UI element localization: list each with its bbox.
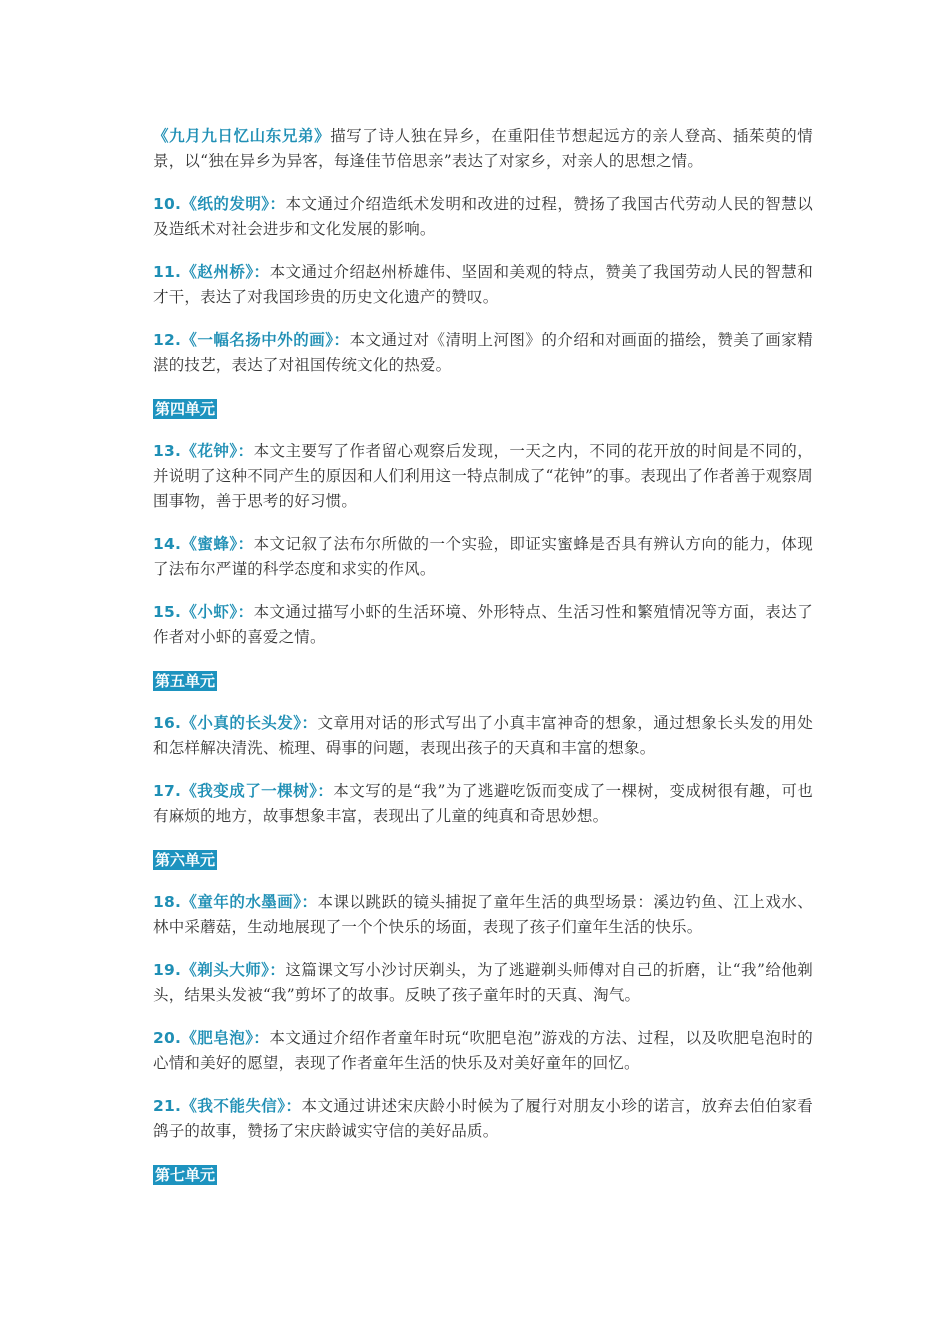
entry-title: 17.《我变成了一棵树》：: [153, 782, 334, 800]
entry-text: 本文主要写了作者留心观察后发现，一天之内，不同的花开放的时间是不同的，并说明了这种不同产生的原因和人们利用这一特点制成了“花钟”的事。表现出了作者善于观察周围事物，善于思考的好习惯。: [153, 442, 813, 510]
unit-heading: [153, 668, 813, 693]
unit-heading: [153, 1162, 813, 1187]
entry-12: [153, 890, 813, 940]
entry-15: [153, 1094, 813, 1144]
entry-title: 20.《肥皂泡》：: [153, 1029, 270, 1047]
entry-title: 14.《蜜蜂》：: [153, 535, 254, 553]
entry-title: 12.《一幅名扬中外的画》：: [153, 331, 350, 349]
entry-title: 16.《小真的长头发》：: [153, 714, 318, 732]
entry-9: [153, 711, 813, 761]
entry-text: 本文通过讲述宋庆龄小时候为了履行对朋友小珍的诺言，放弃去伯伯家看鸽子的故事，赞扬了宋庆龄诚实守信的美好品质。: [153, 1097, 813, 1140]
entry-13: [153, 958, 813, 1008]
entry-0: [153, 124, 813, 174]
entry-title: 15.《小虾》：: [153, 603, 254, 621]
entry-14: [153, 1026, 813, 1076]
entry-3: [153, 328, 813, 378]
entry-text: 本文记叙了法布尔所做的一个实验，即证实蜜蜂是否具有辨认方向的能力，体现了法布尔严谨的科学态度和求实的作风。: [153, 535, 813, 578]
entry-text: 文章用对话的形式写出了小真丰富神奇的想象，通过想象长头发的用处和怎样解决清洗、梳理、碍事的问题，表现出孩子的天真和丰富的想象。: [153, 714, 813, 757]
entry-1: [153, 192, 813, 242]
entry-text: 本文通过介绍造纸术发明和改进的过程，赞扬了我国古代劳动人民的智慧以及造纸术对社会进步和文化发展的影响。: [153, 195, 813, 238]
entry-text: 本文通过对《清明上河图》的介绍和对画面的描绘，赞美了画家精湛的技艺，表达了对祖国传统文化的热爱。: [153, 331, 813, 374]
entry-7: [153, 600, 813, 650]
entry-10: [153, 779, 813, 829]
unit-heading-label: 第七单元: [155, 1166, 216, 1184]
entry-title: 13.《花钟》：: [153, 442, 254, 460]
unit-heading: [153, 847, 813, 872]
unit-heading-label: 第六单元: [155, 851, 216, 869]
entry-text: 本文通过介绍赵州桥雄伟、坚固和美观的特点，赞美了我国劳动人民的智慧和才干，表达了对我国珍贵的历史文化遗产的赞叹。: [153, 263, 813, 306]
document-content: [153, 124, 813, 1205]
unit-heading-label: 第四单元: [155, 400, 216, 418]
entry-title: 18.《童年的水墨画》：: [153, 893, 318, 911]
entry-text: 这篇课文写小沙讨厌剃头，为了逃避剃头师傅对自己的折磨，让“我”给他剃头，结果头发被“我”剪坏了的故事。反映了孩子童年时的天真、淘气。: [153, 961, 813, 1004]
entry-5: [153, 439, 813, 514]
entry-text: 描写了诗人独在异乡，在重阳佳节想起远方的亲人登高、插茱萸的情景，以“独在异乡为异客，每逢佳节倍思亲”表达了对家乡，对亲人的思想之情。: [153, 127, 813, 170]
entry-text: 本文通过介绍作者童年时玩“吹肥皂泡”游戏的方法、过程，以及吹肥皂泡时的心情和美好的愿望，表现了作者童年生活的快乐及对美好童年的回忆。: [153, 1029, 813, 1072]
unit-heading-label: 第五单元: [155, 672, 216, 690]
entry-text: 本文通过描写小虾的生活环境、外形特点、生活习性和繁殖情况等方面，表达了作者对小虾的喜爱之情。: [153, 603, 813, 646]
entry-text: 本课以跳跃的镜头捕捉了童年生活的典型场景：溪边钓鱼、江上戏水、林中采蘑菇，生动地展现了一个个快乐的场面，表现了孩子们童年生活的快乐。: [153, 893, 813, 936]
entry-text: 本文写的是“我”为了逃避吃饭而变成了一棵树，变成树很有趣，可也有麻烦的地方，故事想象丰富，表现出了儿童的纯真和奇思妙想。: [153, 782, 813, 825]
entry-6: [153, 532, 813, 582]
entry-title: 10.《纸的发明》：: [153, 195, 286, 213]
entry-2: [153, 260, 813, 310]
entry-title: 11.《赵州桥》：: [153, 263, 270, 281]
entry-title: 19.《剃头大师》：: [153, 961, 286, 979]
entry-title: 21.《我不能失信》：: [153, 1097, 302, 1115]
unit-heading: [153, 396, 813, 421]
entry-title: 《九月九日忆山东兄弟》: [153, 127, 331, 145]
